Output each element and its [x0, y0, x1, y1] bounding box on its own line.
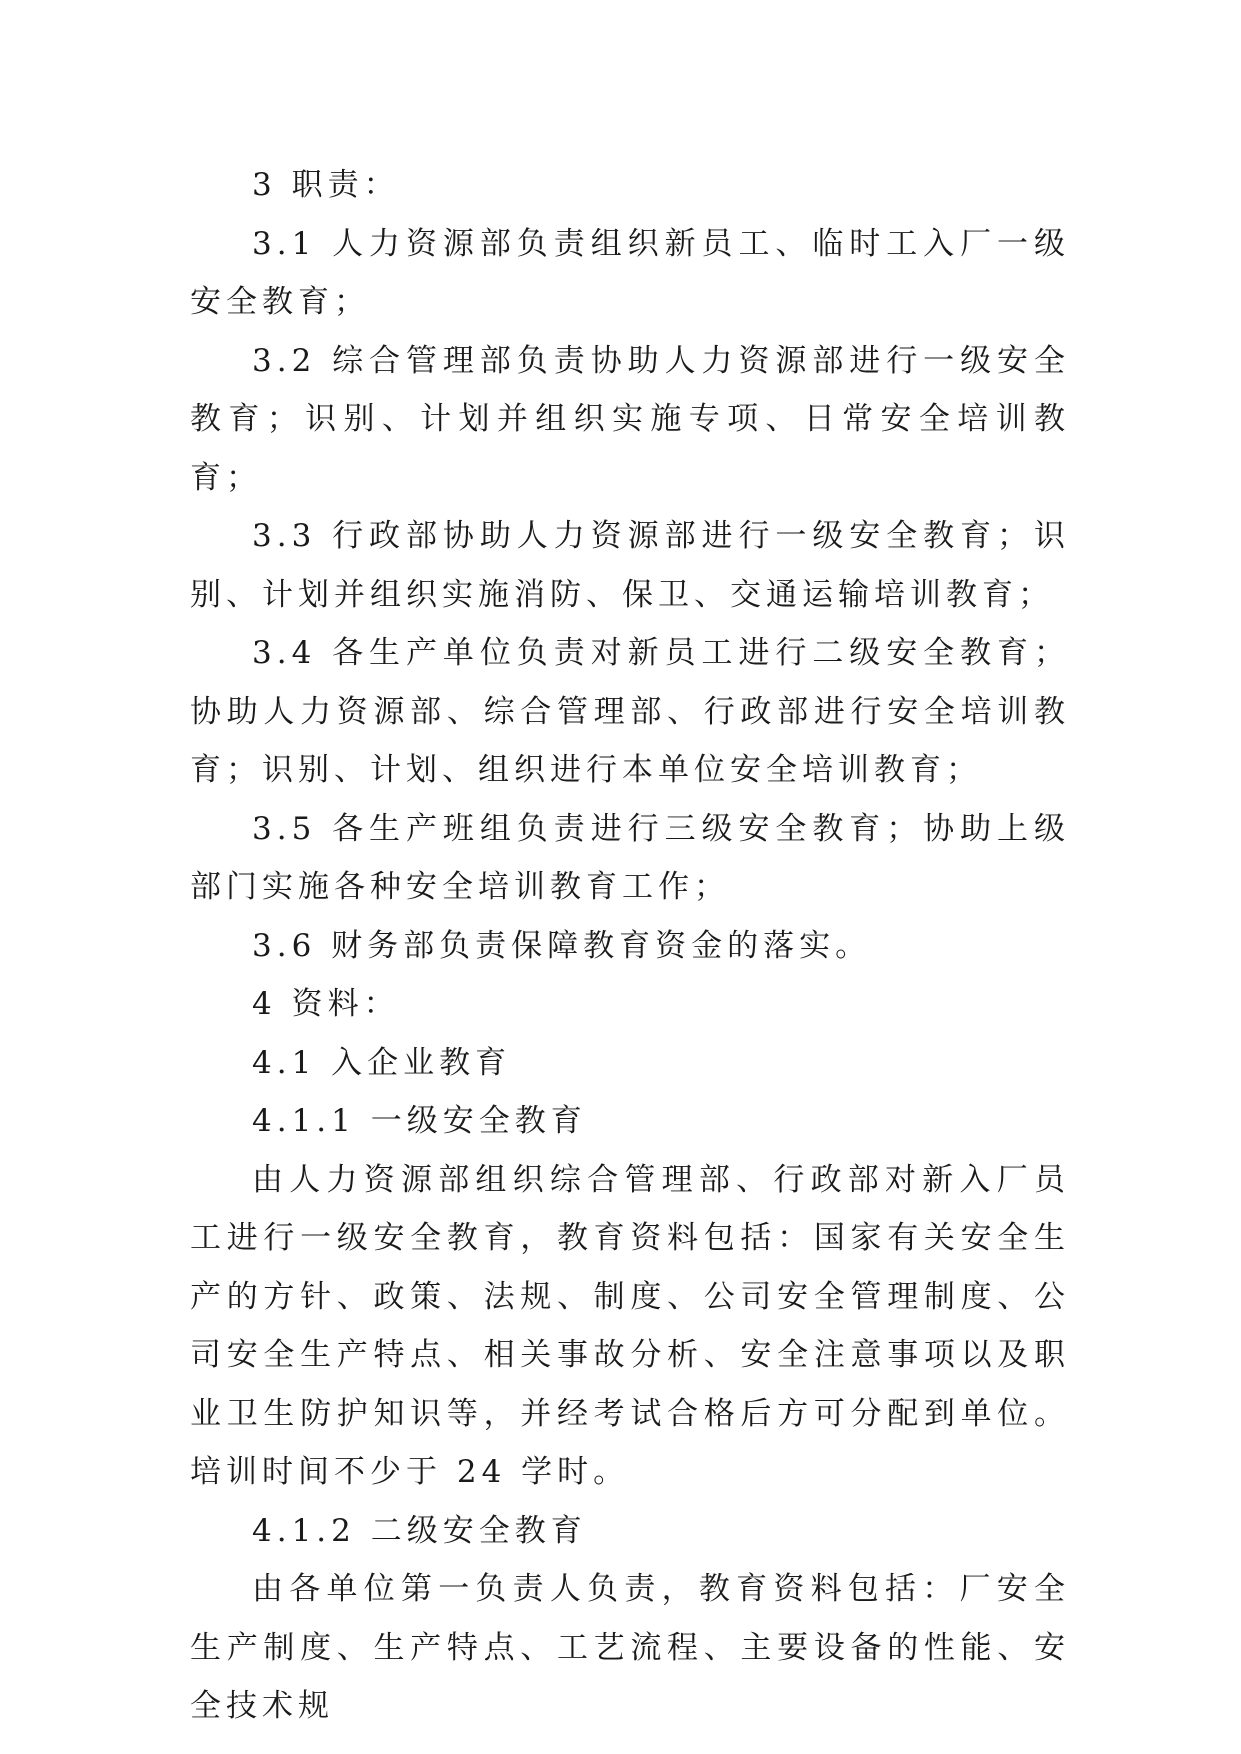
heading-4-1-1: 4.1.1 一级安全教育 [252, 1103, 587, 1139]
paragraph-3-4: 3.4 各生产单位负责对新员工进行二级安全教育；协助人力资源部、综合管理部、行政部进行安全培训教育；识别、计划、组织进行本单位安全培训教育； [190, 635, 1070, 788]
paragraph-3-6: 3.6 财务部负责保障教育资金的落实。 [252, 927, 872, 964]
heading-4-1-2: 4.1.2 二级安全教育 [252, 1512, 587, 1549]
paragraph-3-1: 3.1 人力资源部负责组织新员工、临时工入厂一级安全教育； [190, 225, 1070, 320]
paragraph-3-3: 3.3 行政部协助人力资源部进行一级安全教育；识别、计划并组织实施消防、保卫、交通运输培训教育； [190, 518, 1070, 613]
paragraph-4-1-2-body: 由各单位第一负责人负责，教育资料包括：厂安全生产制度、生产特点、工艺流程、主要设备的性能、安全技术规 [190, 1571, 1070, 1724]
document-body [190, 156, 1070, 1736]
heading-3-responsibilities: 3 职责： [252, 167, 400, 203]
paragraph-3-2: 3.2 综合管理部负责协助人力资源部进行一级安全教育；识别、计划并组织实施专项、日常安全培训教育； [190, 342, 1070, 496]
heading-4-materials: 4 资料： [252, 986, 400, 1022]
paragraph-3-5: 3.5 各生产班组负责进行三级安全教育；协助上级部门实施各种安全培训教育工作； [190, 810, 1070, 905]
paragraph-4-1-1-body: 由人力资源部组织综合管理部、行政部对新入厂员工进行一级安全教育，教育资料包括：国家有关安全生产的方针、政策、法规、制度、公司安全管理制度、公司安全生产特点、相关事故分析、安全注意事项以及职业卫生防护知识等，并经考试合格后方可分配到单位。培训时间不少于 24 学时。 [190, 1161, 1070, 1490]
heading-4-1: 4.1 入企业教育 [252, 1044, 512, 1081]
